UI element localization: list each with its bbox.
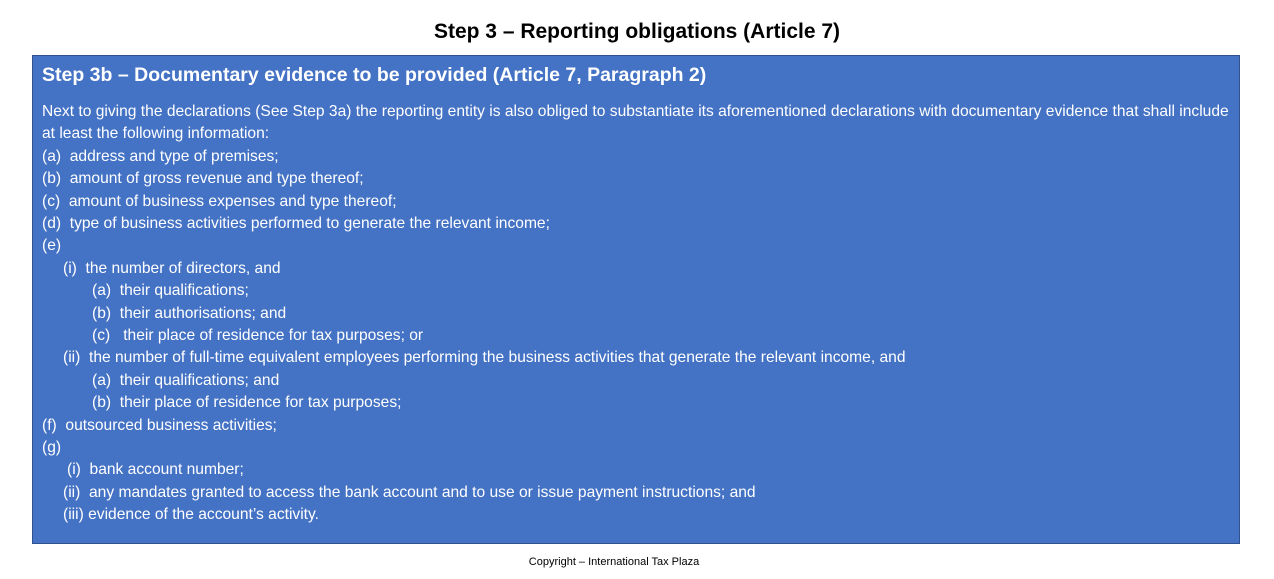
list-item-text: the number of directors, and — [85, 259, 281, 277]
list-item-text: address and type of premises; — [69, 147, 279, 165]
list-item-text: amount of gross revenue and type thereof; — [69, 170, 364, 188]
list-item-e — [42, 235, 1232, 257]
list-marker: (f) — [42, 416, 57, 434]
list-item-e-ii-b — [42, 392, 1232, 414]
list-item-e-i-c — [42, 325, 1232, 347]
list-item-g-ii — [42, 482, 1232, 504]
list-item-text: their place of residence for tax purposes; or — [123, 326, 424, 344]
list-item-text: the number of full-time equivalent employees performing the business activities that generate the relevant income, and — [89, 349, 906, 367]
list-item-text: their qualifications; and — [119, 371, 280, 389]
list-item-e-i — [42, 258, 1232, 280]
intro-paragraph: Next to giving the declarations (See Step 3a) the reporting entity is also obliged to substantiate its aforementioned declarations with documentary evidence that shall include at least the following information: — [42, 103, 1229, 143]
list-marker: (e) — [42, 237, 62, 255]
list-marker: (b) — [92, 304, 112, 322]
list-item-text: outsourced business activities; — [65, 416, 277, 434]
list-item-g — [42, 437, 1232, 459]
list-marker: (g) — [42, 438, 62, 456]
list-marker: (c) — [92, 326, 111, 344]
list-item-text: their authorisations; and — [119, 304, 287, 322]
list-marker: (a) — [92, 371, 112, 389]
list-item-f — [42, 415, 1232, 437]
list-marker: (a) — [92, 282, 112, 300]
list-item-b — [42, 168, 1232, 190]
list-marker: (ii) — [63, 349, 81, 367]
list-marker: (b) — [42, 170, 62, 188]
list-item-text: evidence of the account’s activity. — [88, 506, 319, 524]
list-item-text: any mandates granted to access the bank account and to use or issue payment instructions; and — [89, 483, 756, 501]
list-item-g-iii — [42, 504, 1232, 526]
list-item-e-i-a — [42, 280, 1232, 302]
list-item-text: their qualifications; — [119, 282, 249, 300]
list-item-e-i-b — [42, 303, 1232, 325]
list-item-d — [42, 213, 1232, 235]
list-item-c — [42, 191, 1232, 213]
list-marker: (ii) — [63, 483, 81, 501]
list-item-g-i — [42, 459, 1232, 481]
list-marker: (iii) — [63, 506, 84, 524]
copyright-notice: Copyright – International Tax Plaza — [528, 556, 700, 568]
list-item-text: amount of business expenses and type thereof; — [68, 192, 397, 210]
list-marker: (a) — [42, 147, 62, 165]
list-marker: (c) — [42, 192, 61, 210]
documentary-evidence-box — [32, 55, 1240, 544]
box-heading: Step 3b – Documentary evidence to be provided (Article 7, Paragraph 2) — [42, 64, 707, 86]
list-item-text: type of business activities performed to generate the relevant income; — [69, 214, 550, 232]
box-body — [42, 101, 1232, 526]
list-item-text: bank account number; — [89, 461, 244, 479]
page-title: Step 3 – Reporting obligations (Article 7) — [433, 20, 841, 43]
list-marker: (i) — [63, 259, 77, 277]
list-item-e-ii-a — [42, 370, 1232, 392]
list-item-a — [42, 146, 1232, 168]
list-marker: (i) — [67, 461, 81, 479]
list-item-text: their place of residence for tax purposes; — [119, 394, 402, 412]
list-marker: (b) — [92, 394, 112, 412]
list-marker: (d) — [42, 214, 62, 232]
list-item-e-ii — [42, 347, 1232, 369]
